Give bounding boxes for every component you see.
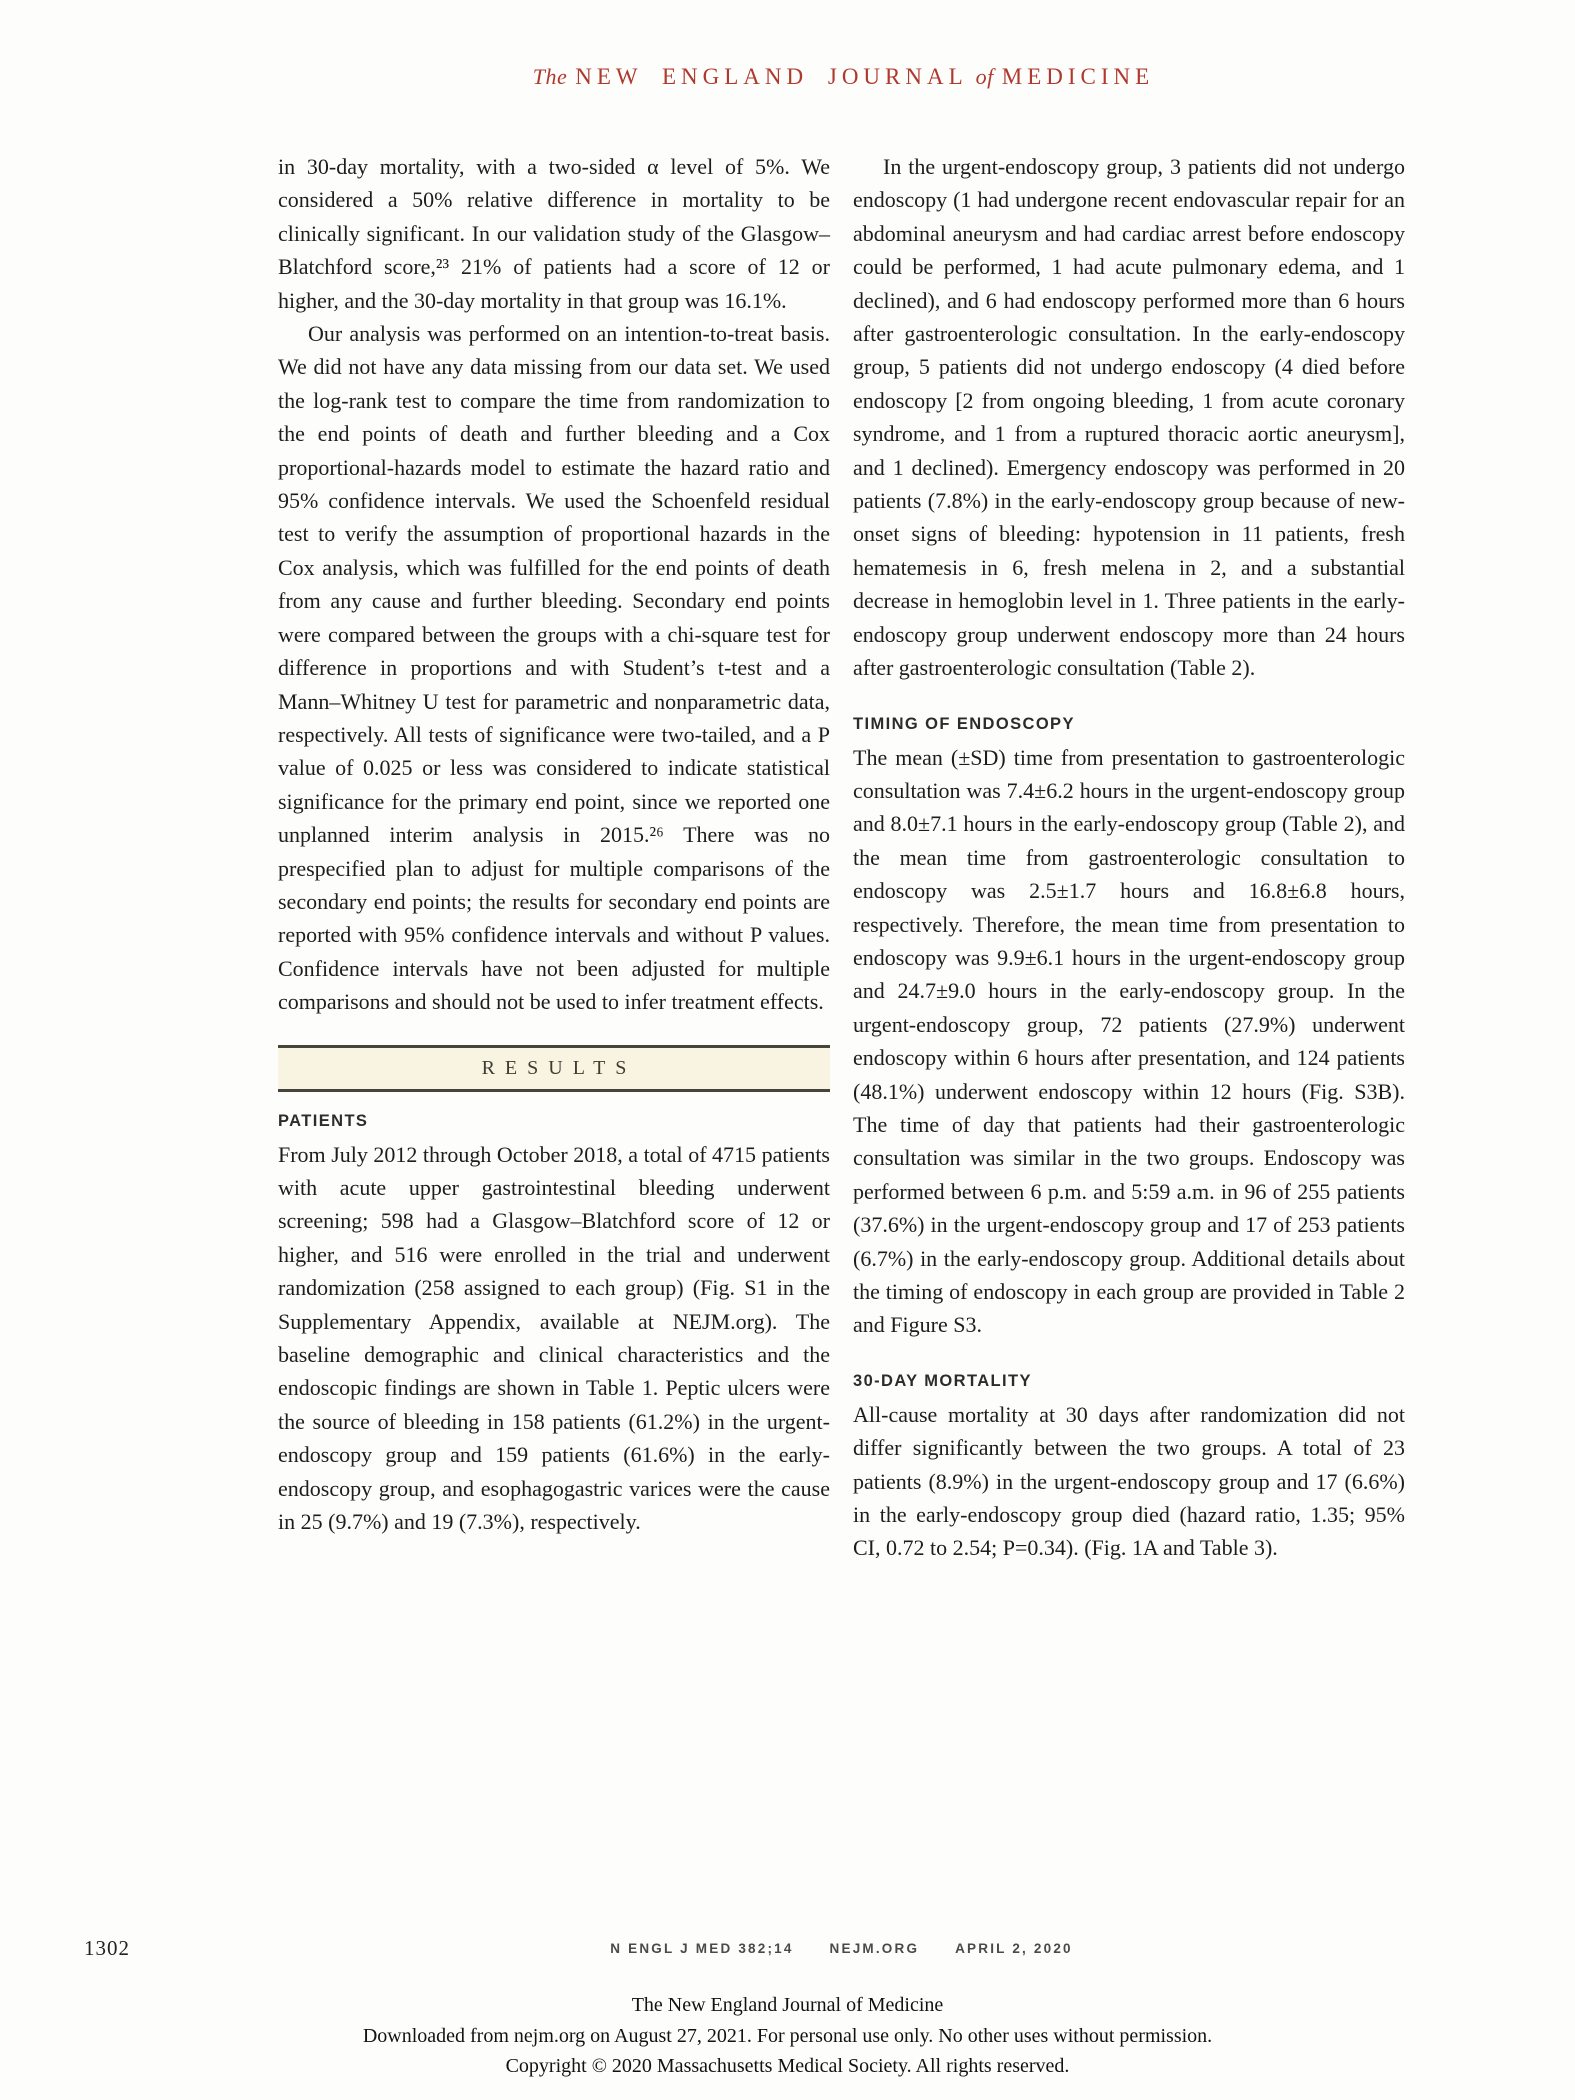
footer-citation-date: APRIL 2, 2020 (955, 1941, 1073, 1956)
footer-citation-journal: N ENGL J MED 382;14 (610, 1941, 794, 1956)
masthead-of: of (975, 64, 994, 89)
paragraph-statistical-analysis: Our analysis was performed on an intention-to-treat basis. We did not have any data missing from our data set. We used the log-rank test to compare the time from randomization to the end points of death and further bleeding and a Cox proportional-hazards model to estimate the hazard ratio and 95% confidence intervals. We used the Schoenfeld residual test to verify the assumption of proportional hazards in the Cox analysis, which was fulfilled for the end points of death from any cause and further bleeding. Secondary end points were compared between the groups with a chi-square test for difference in proportions and with Student’s t-test and a Mann–Whitney U test for parametric and nonparametric data, respectively. All tests of significance were two-tailed, and a P value of 0.025 or less was considered to indicate statistical significance for the primary end point, since we reported one unplanned interim analysis in 2015.²⁶ There was no prespecified plan to adjust for multiple comparisons of the secondary end points; the results for secondary end points are reported with 95% confidence intervals and without P values. Confidence intervals have not been adjusted for multiple comparisons and should not be used to infer treatment effects. (278, 321, 830, 1015)
page-number: 1302 (84, 1936, 130, 1960)
section-heading-30-day-mortality: 30-DAY MORTALITY (853, 1371, 1032, 1390)
footer-citation-site: NEJM.ORG (829, 1941, 920, 1956)
journal-masthead (224, 64, 1459, 90)
masthead-main: NEW ENGLAND JOURNAL (575, 64, 968, 89)
section-heading-timing-of-endoscopy: TIMING OF ENDOSCOPY (853, 714, 1075, 733)
paragraph-mortality-continuation: in 30-day mortality, with a two-sided α level of 5%. We considered a 50% relative difference in mortality to be clinically significant. In our validation study of the Glasgow–Blatchford score,²³ 21% of patients had a score of 12 or higher, and the 30-day mortality in that group was 16.1%. (278, 154, 830, 313)
masthead-end: MEDICINE (1001, 64, 1155, 89)
paragraph-30-day-mortality: All-cause mortality at 30 days after randomization did not differ significantly between the two groups. A total of 23 patients (8.9%) in the urgent-endoscopy group and 17 (6.6%) in the early-endoscopy group died (hazard ratio, 1.35; 95% CI, 0.72 to 2.54; P=0.34). (Fig. 1A and Table 3). (853, 1401, 1405, 1561)
stamp-journal-name: The New England Journal of Medicine (631, 1994, 944, 2016)
stamp-copyright: Copyright © 2020 Massachusetts Medical Society. All rights reserved. (505, 2055, 1070, 2077)
stamp-download-info: Downloaded from nejm.org on August 27, 2021. For personal use only. No other uses without permission. (362, 2024, 1213, 2047)
results-section-banner: RESULTS (278, 1045, 830, 1092)
right-column (853, 150, 1405, 1565)
paragraph-patients: From July 2012 through October 2018, a total of 4715 patients with acute upper gastrointestinal bleeding underwent screening; 598 had a Glasgow–Blatchford score of 12 or higher, and 516 were enrolled in the trial and underwent randomization (258 assigned to each group) (Fig. S1 in the Supplementary Appendix, available at NEJM.org). The baseline demographic and clinical characteristics and the endoscopic findings are shown in Table 1. Peptic ulcers were the source of bleeding in 158 patients (61.2%) in the urgent-endoscopy group and 159 patients (61.6%) in the early-endoscopy group, and esophagogastric varices were the cause in 25 (9.7%) and 19 (7.3%), respectively. (278, 1141, 830, 1535)
section-heading-patients: PATIENTS (278, 1111, 369, 1130)
download-stamp (0, 1990, 1575, 2082)
left-column (278, 150, 830, 1538)
masthead-the: The (532, 64, 568, 89)
paragraph-endoscopy-groups: In the urgent-endoscopy group, 3 patients did not undergo endoscopy (1 had undergone recent endovascular repair for an abdominal aneurysm and had cardiac arrest before endoscopy could be performed, 1 had acute pulmonary edema, and 1 declined), and 6 had endoscopy performed more than 6 hours after gastroenterologic consultation. In the early-endoscopy group, 5 patients did not undergo endoscopy (4 died before endoscopy [2 from ongoing bleeding, 1 from acute coronary syndrome, and 1 from a ruptured thoracic aortic aneurysm], and 1 declined). Emergency endoscopy was performed in 20 patients (7.8%) in the early-endoscopy group because of new-onset signs of bleeding: hypotension in 11 patients, fresh hematemesis in 6, fresh melena in 2, and a substantial decrease in hemoglobin level in 1. Three patients in the early-endoscopy group underwent endoscopy more than 24 hours after gastroenterologic consultation (Table 2). (853, 154, 1405, 681)
footer-citation (278, 1941, 1405, 1956)
paragraph-timing-of-endoscopy: The mean (±SD) time from presentation to gastroenterologic consultation was 7.4±6.2 hours in the urgent-endoscopy group and 8.0±7.1 hours in the early-endoscopy group (Table 2), and the mean time from gastroenterologic consultation to endoscopy was 2.5±1.7 hours and 16.8±6.8 hours, respectively. Therefore, the mean time from presentation to endoscopy was 9.9±6.1 hours in the urgent-endoscopy group and 24.7±9.0 hours in the early-endoscopy group. In the urgent-endoscopy group, 72 patients (27.9%) underwent endoscopy within 6 hours after presentation, and 124 patients (48.1%) underwent endoscopy within 12 hours (Fig. S3B). The time of day that patients had their gastroenterologic consultation was similar in the two groups. Endoscopy was performed between 6 p.m. and 5:59 a.m. in 96 of 255 patients (37.6%) in the urgent-endoscopy group and 17 of 253 patients (6.7%) in the early-endoscopy group. Additional details about the timing of endoscopy in each group are provided in Table 2 and Figure S3. (853, 744, 1405, 1338)
